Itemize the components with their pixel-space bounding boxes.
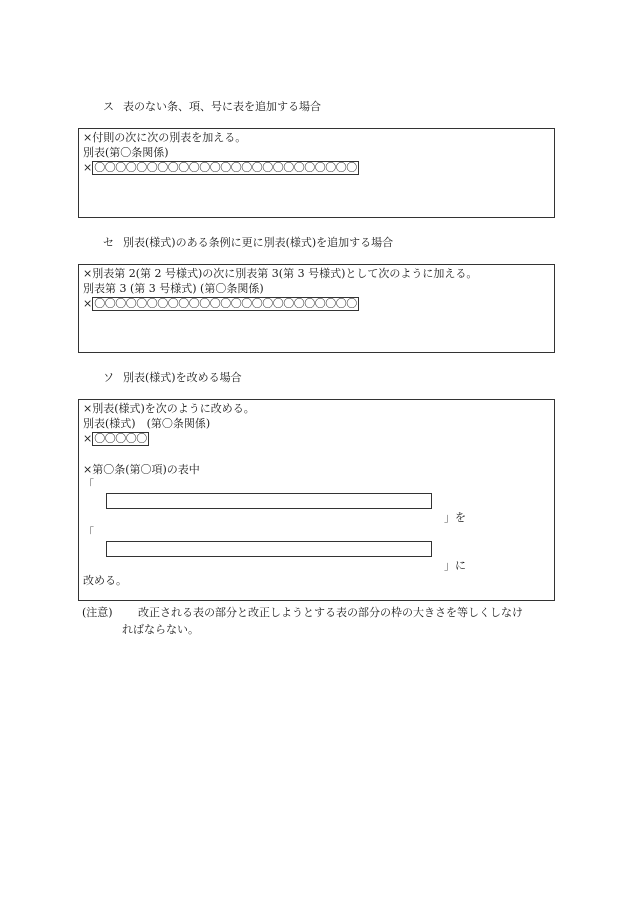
- section-su-line-2: 別表(第〇条関係): [83, 146, 169, 159]
- section-so-line-2: 別表(様式) (第〇条関係): [83, 417, 211, 430]
- close-bracket-ni: 」に: [444, 559, 466, 572]
- section-su-line-1: ×付則の次に次の別表を加える。: [83, 131, 247, 144]
- section-se-heading: [103, 236, 393, 249]
- section-so-table-line: ×第〇条(第〇項)の表中: [83, 463, 200, 476]
- section-su-circle-box: 〇〇〇〇〇〇〇〇〇〇〇〇〇〇〇〇〇〇〇〇〇〇〇〇〇: [94, 161, 357, 174]
- new-table-box: [106, 541, 432, 557]
- section-so-line-1: ×別表(様式)を次のように改める。: [83, 402, 255, 415]
- section-su-circle-row: [83, 161, 359, 175]
- section-se-circle-box: 〇〇〇〇〇〇〇〇〇〇〇〇〇〇〇〇〇〇〇〇〇〇〇〇〇: [94, 297, 357, 310]
- section-se-title: 別表(様式)のある条例に更に別表(様式)を追加する場合: [123, 236, 394, 249]
- section-so-mark: ソ: [103, 371, 114, 384]
- section-se-frame: [78, 264, 555, 353]
- section-se-line-1: ×別表第 2(第 2 号様式)の次に別表第 3(第 3 号様式)として次のように加える。: [83, 267, 478, 280]
- section-su-cross: ×: [83, 161, 93, 174]
- old-table-box: [106, 493, 432, 509]
- close-bracket-wo: 」を: [444, 511, 466, 524]
- section-su-mark: ス: [103, 100, 114, 113]
- section-su-title: 表のない条、項、号に表を追加する場合: [123, 100, 321, 113]
- section-se-mark: セ: [103, 236, 114, 249]
- section-so-title: 別表(様式)を改める場合: [123, 371, 242, 384]
- note-text-1: 改正される表の部分と改正しようとする表の部分の枠の大きさを等しくしなけ: [138, 606, 523, 619]
- section-su-frame: [78, 128, 555, 218]
- section-so-cross: ×: [83, 432, 93, 445]
- section-so-frame: [78, 399, 555, 601]
- note-label: (注意): [82, 606, 113, 619]
- section-se-cross: ×: [83, 297, 93, 310]
- section-se-circle-row: [83, 297, 359, 311]
- note-text-2: ればならない。: [122, 623, 199, 636]
- open-bracket-2: 「: [83, 526, 94, 539]
- section-so-circle-box: 〇〇〇〇〇: [94, 432, 147, 445]
- section-su-heading: [103, 100, 321, 113]
- section-so-final: 改める。: [83, 574, 127, 587]
- section-se-line-2: 別表第 3 (第 3 号様式) (第〇条関係): [83, 282, 264, 295]
- section-so-circle-row: [83, 432, 149, 446]
- open-bracket-1: 「: [83, 478, 94, 491]
- section-so-heading: [103, 371, 242, 384]
